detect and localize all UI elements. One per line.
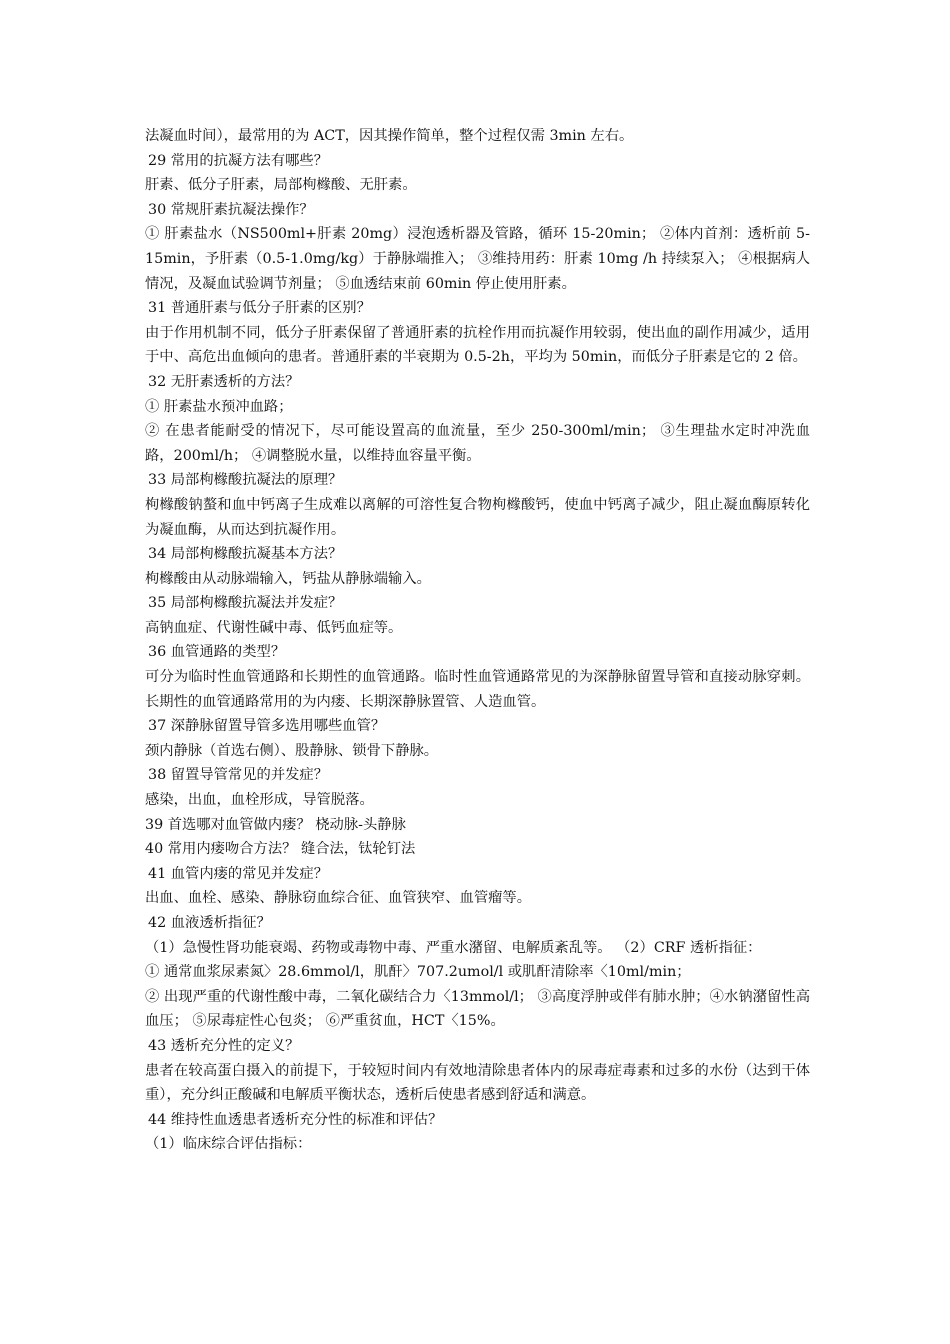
answer-line: 感染，出血，血栓形成，导管脱落。 (145, 792, 374, 809)
answer-line: 出血、血栓、感染、静脉窃血综合征、血管狭窄、血管瘤等。 (145, 890, 532, 907)
document-body (145, 124, 810, 1157)
answer-line: 枸橼酸由从动脉端输入，钙盐从静脉端输入。 (145, 570, 431, 587)
answer-line: 颈内静脉（首选右侧）、股静脉、锁骨下静脉。 (145, 742, 439, 759)
question-line: 36 血管通路的类型？ (148, 644, 286, 661)
answer-line: 法凝血时间），最常用的为 ACT，因其操作简单，整个过程仅需 3min 左右。 (145, 128, 634, 144)
answer-line: 由于作用机制不同，低分子肝素保留了普通肝素的抗栓作用而抗凝作用较弱，使出血的副作用减少，适用于中、高危出血倾向的患者。普通肝素的半衰期为 0.5-2h，平均为 50min，而低分子肝素是它的 2 倍。 (145, 324, 810, 366)
question-line: 44 维持性血透患者透析充分性的标准和评估？ (148, 1111, 443, 1128)
question-line: 42 血液透析指征？ (148, 915, 271, 931)
question-line: 43 透析充分性的定义？ (148, 1037, 300, 1054)
answer-line: （1）急慢性肾功能衰竭、药物或毒物中毒、严重水潴留、电解质紊乱等。 （2）CRF 透析指征： (145, 939, 762, 956)
question-line: 38 留置导管常见的并发症？ (148, 767, 329, 784)
answer-line: 枸橼酸钠螯和血中钙离子生成难以离解的可溶性复合物枸橼酸钙，使血中钙离子减少，阻止凝血酶原转化为凝血酶，从而达到抗凝作用。 (145, 496, 810, 538)
answer-line: （1）临床综合评估指标： (145, 1136, 312, 1153)
answer-line: 患者在较高蛋白摄入的前提下，于较短时间内有效地清除患者体内的尿毒症毒素和过多的水份（达到干体重），充分纠正酸碱和电解质平衡状态，透析后使患者感到舒适和满意。 (145, 1062, 810, 1104)
question-line: 30 常规肝素抗凝法操作？ (148, 201, 314, 218)
answer-line: ① 通常血浆尿素氮〉28.6mmol/l，肌酐〉707.2umol/l 或肌酐清除率〈10ml/min； (145, 964, 691, 981)
answer-line: 可分为临时性血管通路和长期性的血管通路。临时性血管通路常见的为深静脉留置导管和直接动脉穿刺。长期性的血管通路常用的为内瘘、长期深静脉置管、人造血管。 (145, 669, 810, 710)
question-line: 41 血管内瘘的常见并发症？ (148, 865, 329, 882)
answer-line: ① 肝素盐水预冲血路； (145, 398, 293, 415)
question-line: 34 局部枸橼酸抗凝基本方法？ (148, 546, 343, 563)
answer-line: ① 肝素盐水（NS500ml+肝素 20mg）浸泡透析器及管路，循环 15-20min； ②体内首剂：透析前 5-15min，予肝素（0.5-1.0mg/kg）于静脉端推入； ③维持用药：肝素 10mg /h 持续泵入； ④根据病人情况，及凝血试验调节剂量； ⑤血透结束前 60min 停止使用肝素。 (145, 226, 810, 292)
answer-line: 肝素、低分子肝素，局部枸橼酸、无肝素。 (145, 177, 417, 194)
question-line: 29 常用的抗凝方法有哪些？ (148, 152, 329, 169)
question-line: 35 局部枸橼酸抗凝法并发症？ (148, 595, 343, 612)
question-line: 33 局部枸橼酸抗凝法的原理？ (148, 472, 343, 489)
question-line: 31 普通肝素与低分子肝素的区别？ (148, 300, 371, 317)
answer-line: ② 出现严重的代谢性酸中毒，二氧化碳结合力〈13mmol/l； ③高度浮肿或伴有肺水肿；④水钠潴留性高血压； ⑤尿毒症性心包炎； ⑥严重贫血，HCT〈15%。 (145, 988, 810, 1030)
answer-line: ② 在患者能耐受的情况下，尽可能设置高的血流量，至少 250-300ml/min； ③生理盐水定时冲洗血路，200ml/h； ④调整脱水量，以维持血容量平衡。 (145, 423, 810, 464)
question-line: 37 深静脉留置导管多选用哪些血管？ (148, 718, 386, 735)
answer-line: 39 首选哪对血管做内瘘？ 桡动脉-头静脉 (145, 816, 406, 833)
answer-line: 高钠血症、代谢性碱中毒、低钙血症等。 (145, 619, 403, 636)
question-line: 32 无肝素透析的方法？ (148, 373, 300, 390)
answer-line: 40 常用内瘘吻合方法？ 缝合法，钛轮钉法 (145, 841, 416, 858)
